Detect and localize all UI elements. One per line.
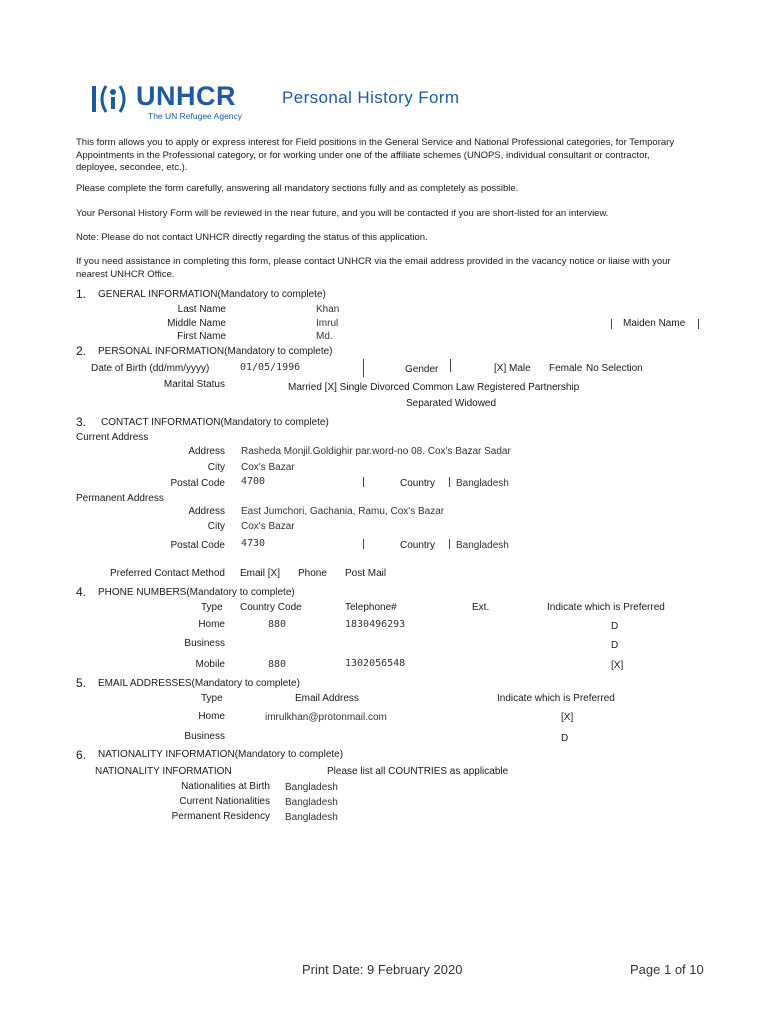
refugee-agency-emblem-icon — [90, 82, 136, 116]
col-ext: Ext. — [472, 602, 490, 613]
country-label: Country — [400, 478, 436, 489]
col-country-code: Country Code — [240, 602, 302, 613]
divider — [363, 359, 364, 377]
postal-code-label: Postal Code — [170, 478, 225, 489]
preferred-contact-label: Preferred Contact Method — [109, 568, 225, 579]
divider — [450, 359, 451, 372]
logo-subtitle: The UN Refugee Agency — [148, 111, 243, 121]
contact-option-post-mail[interactable]: Post Mail — [345, 568, 387, 579]
current-postal-value: 4700 — [241, 476, 266, 487]
marital-status-options-2[interactable]: Separated Widowed — [406, 398, 497, 409]
phone-preferred-checkbox[interactable]: [X] — [611, 660, 624, 671]
nationality-current-value: Bangladesh — [285, 797, 338, 808]
intro-paragraph-1: This form allows you to apply or express interest for Field positions in the General Service and National Professional categories, for Temporary Appointments in the Professional category, or for working under one of the affiliate schemes (UNOPS, individual consultant or contractor, deployee, secondee, etc.). — [76, 137, 675, 173]
divider — [698, 319, 699, 329]
dob-value: 01/05/1996 — [240, 362, 301, 373]
gender-label: Gender — [405, 364, 439, 375]
permanent-country-value: Bangladesh — [456, 540, 509, 551]
gender-option-male[interactable]: [X] Male — [494, 363, 531, 374]
col-preferred: Indicate which is Preferred — [497, 693, 615, 704]
nationality-birth-value: Bangladesh — [285, 782, 338, 793]
section-title: GENERAL INFORMATION(Mandatory to complete) — [98, 289, 326, 300]
col-type: Type — [201, 693, 223, 704]
marital-status-label: Marital Status — [163, 379, 225, 390]
permanent-residency-label: Permanent Residency — [171, 811, 270, 822]
nationality-heading: NATIONALITY INFORMATION — [95, 766, 232, 777]
page-number: Page 1 of 10 — [630, 962, 704, 977]
page-title: Personal History Form — [282, 88, 460, 107]
section-number: 1. — [76, 287, 87, 301]
section-number: 5. — [76, 676, 87, 690]
address-label: Address — [188, 446, 225, 457]
city-label: City — [207, 462, 225, 473]
current-address-value: Rasheda Monjil.Goldighir par.word-no 08. Cox's Bazar Sadar — [241, 446, 511, 457]
phone-country-code: 880 — [268, 659, 287, 670]
phone-type: Business — [184, 638, 225, 649]
middle-name-label: Middle Name — [167, 318, 226, 329]
postal-code-label: Postal Code — [170, 540, 225, 551]
col-type: Type — [201, 602, 223, 613]
gender-option-no-selection[interactable]: No Selection — [586, 363, 643, 374]
dob-label: Date of Birth (dd/mm/yyyy) — [91, 363, 210, 374]
email-address: imrulkhan@protonmail.com — [265, 712, 387, 723]
current-address-heading: Current Address — [76, 432, 149, 443]
divider — [611, 319, 612, 329]
permanent-address-value: East Jumchori, Gachania, Ramu, Cox's Bazar — [241, 506, 445, 517]
email-type: Home — [198, 711, 225, 722]
address-label: Address — [188, 506, 225, 517]
phone-type: Mobile — [195, 659, 225, 670]
divider — [449, 477, 450, 487]
phone-type: Home — [198, 619, 225, 630]
city-label: City — [207, 521, 225, 532]
gender-option-female[interactable]: Female — [549, 363, 583, 374]
contact-option-phone[interactable]: Phone — [298, 568, 327, 579]
marital-status-options[interactable]: Married [X] Single Divorced Common Law Registered Partnership — [288, 382, 580, 393]
middle-name-value: Imrul — [316, 318, 339, 329]
section-title: PERSONAL INFORMATION(Mandatory to complete) — [98, 346, 333, 357]
permanent-postal-value: 4730 — [241, 538, 266, 549]
section-number: 2. — [76, 344, 87, 358]
logo-text: UNHCR — [136, 81, 236, 111]
permanent-address-heading: Permanent Address — [76, 493, 164, 504]
last-name-value: Khan — [316, 304, 340, 315]
col-preferred: Indicate which is Preferred — [547, 602, 665, 613]
section-number: 4. — [76, 585, 87, 599]
section-title: EMAIL ADDRESSES(Mandatory to complete) — [98, 678, 300, 689]
phone-number: 1830496293 — [345, 619, 406, 630]
nationality-birth-label: Nationalities at Birth — [181, 781, 270, 792]
section-title: CONTACT INFORMATION(Mandatory to complete) — [101, 417, 329, 428]
section-title: PHONE NUMBERS(Mandatory to complete) — [98, 587, 295, 598]
intro-note: Note: Please do not contact UNHCR directly regarding the status of this application. — [76, 232, 428, 243]
phone-preferred-checkbox[interactable]: D — [611, 640, 619, 651]
last-name-label: Last Name — [177, 304, 226, 315]
email-preferred-checkbox[interactable]: [X] — [561, 712, 574, 723]
first-name-label: First Name — [177, 331, 226, 342]
nationality-note: Please list all COUNTRIES as applicable — [327, 766, 509, 777]
email-preferred-checkbox[interactable]: D — [561, 733, 569, 744]
section-number: 6. — [76, 748, 87, 762]
divider — [363, 477, 364, 487]
phone-country-code: 880 — [268, 619, 287, 630]
first-name-value: Md. — [316, 331, 333, 342]
intro-paragraph-2: Please complete the form carefully, answering all mandatory sections fully and as completely as possible. — [76, 183, 519, 194]
email-type: Business — [184, 731, 225, 742]
nationality-current-label: Current Nationalities — [179, 796, 270, 807]
current-country-value: Bangladesh — [456, 478, 509, 489]
divider — [449, 539, 450, 549]
current-city-value: Cox's Bazar — [241, 462, 295, 473]
divider — [363, 539, 364, 549]
permanent-city-value: Cox's Bazar — [241, 521, 295, 532]
intro-paragraph-5: If you need assistance in completing this form, please contact UNHCR via the email address provided in the vacancy notice or liaise with your nearest UNHCR Office. — [76, 256, 671, 280]
permanent-residency-value: Bangladesh — [285, 812, 338, 823]
section-number: 3. — [76, 415, 87, 429]
intro-paragraph-3: Your Personal History Form will be reviewed in the near future, and you will be contacted if you are short-listed for an interview. — [76, 208, 609, 219]
phone-preferred-checkbox[interactable]: D — [611, 621, 619, 632]
col-telephone: Telephone# — [345, 602, 397, 613]
print-date: Print Date: 9 February 2020 — [302, 962, 463, 977]
phone-number: 1302056548 — [345, 658, 406, 669]
section-title: NATIONALITY INFORMATION(Mandatory to complete) — [98, 749, 344, 760]
col-email: Email Address — [295, 693, 359, 704]
contact-option-email[interactable]: Email [X] — [240, 568, 281, 579]
maiden-name-label: Maiden Name — [623, 318, 686, 329]
country-label: Country — [400, 540, 436, 551]
